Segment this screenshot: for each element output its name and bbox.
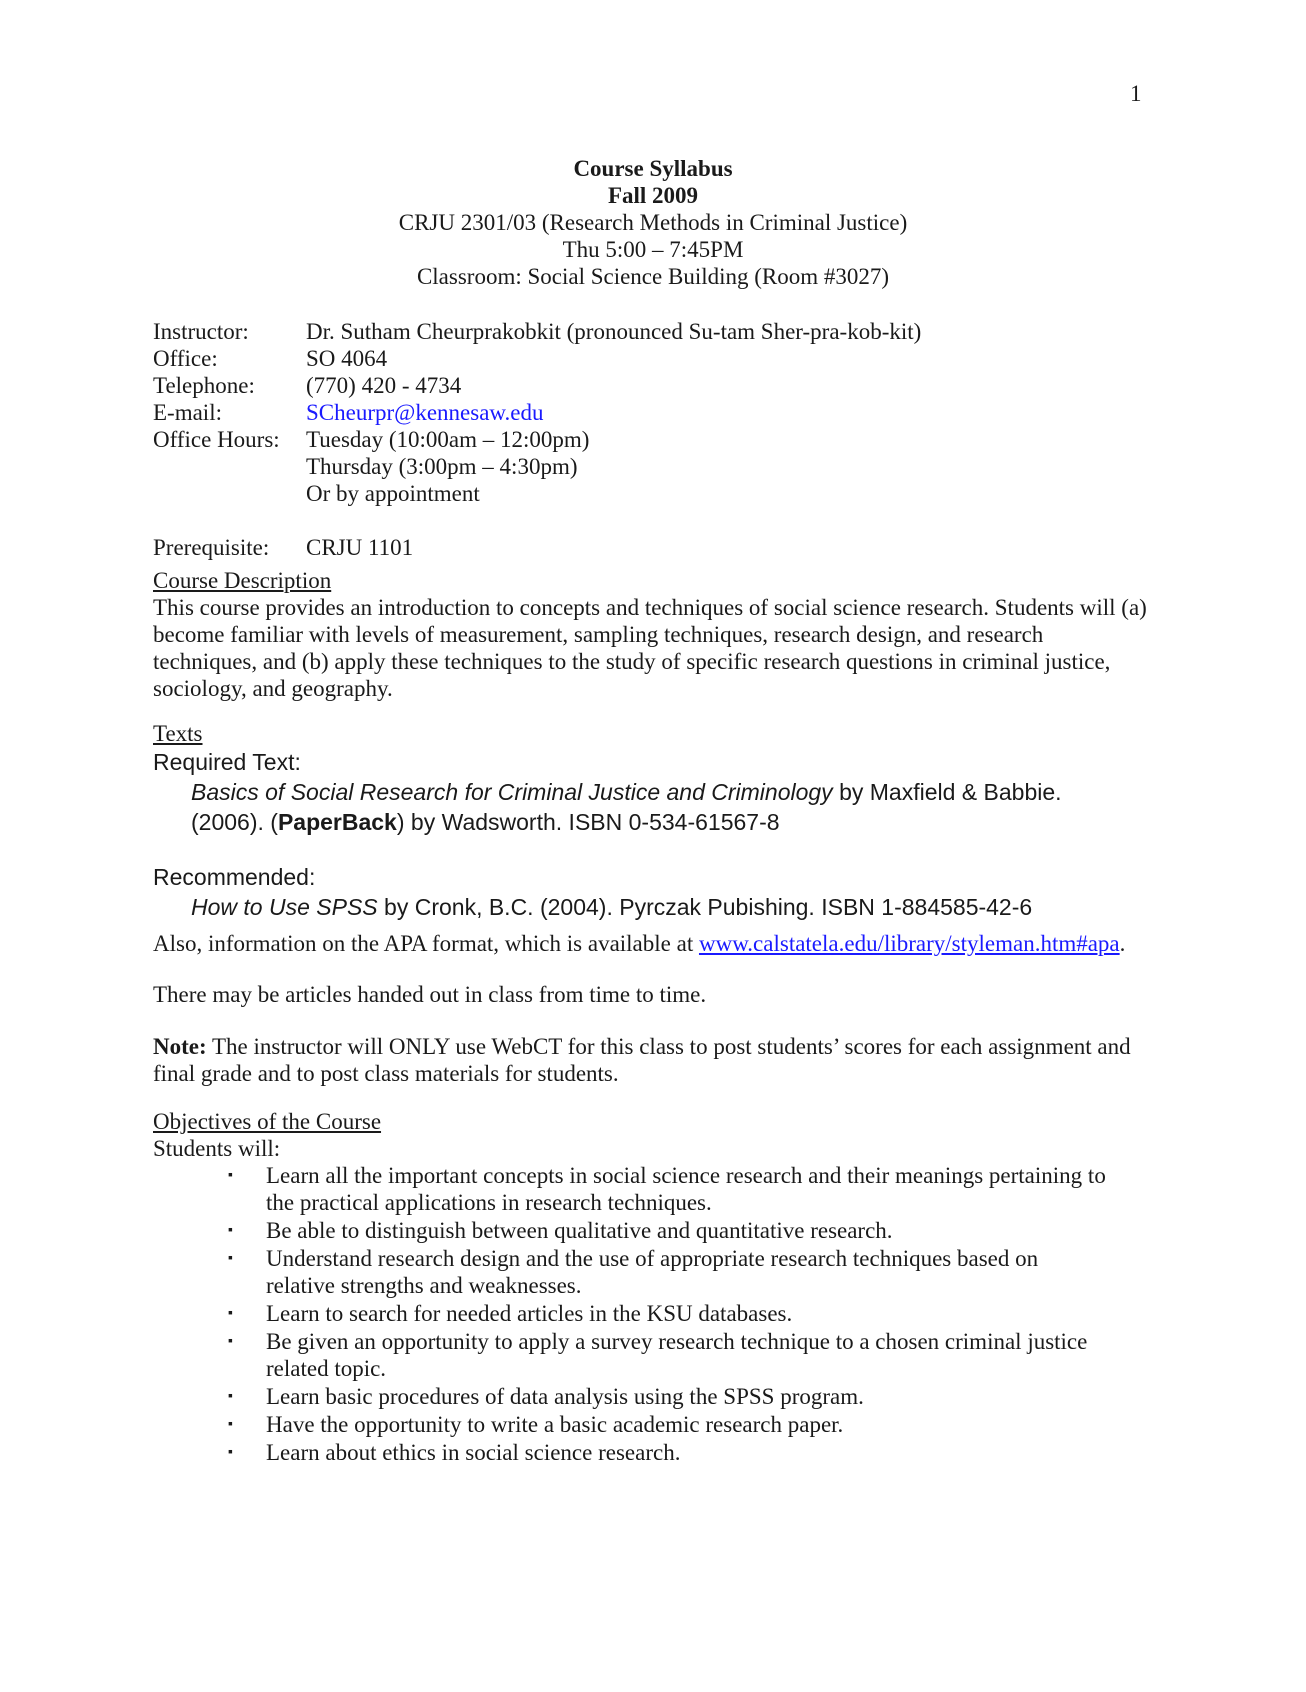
telephone-row xyxy=(153,372,921,399)
course-name: CRJU 2301/03 (Research Methods in Criminal Justice) xyxy=(398,210,908,235)
office-row xyxy=(153,345,921,372)
email-row xyxy=(153,399,921,426)
course-description xyxy=(153,567,1153,702)
required-text-entry xyxy=(153,777,1153,807)
office-value: SO 4064 xyxy=(306,346,388,371)
bullet-icon: ▪ xyxy=(228,1168,233,1183)
list-item: ▪ Learn to search for needed articles in the KSU databases. xyxy=(228,1301,793,1326)
instructor-label: Instructor: xyxy=(153,319,249,344)
texts-heading: Texts xyxy=(153,721,203,746)
class-time: Thu 5:00 – 7:45PM xyxy=(562,237,744,262)
office-label: Office: xyxy=(153,346,218,371)
required-book-title: Basics of Social Research for Criminal Justice and Criminology xyxy=(191,779,833,805)
list-item: ▪ Be able to distinguish between qualitative and quantitative research. xyxy=(228,1218,893,1243)
recommended-text-entry xyxy=(153,892,1153,922)
webct-note xyxy=(153,1033,1153,1087)
document-title: Course Syllabus xyxy=(573,156,733,181)
bullet-icon: ▪ xyxy=(228,1306,233,1321)
bullet-icon: ▪ xyxy=(228,1251,233,1266)
texts-section xyxy=(153,720,1153,922)
prerequisite-row xyxy=(153,534,921,561)
note-label: Note: xyxy=(153,1034,207,1059)
bullet-icon: ▪ xyxy=(228,1389,233,1404)
apa-info: Also, information on the APA format, which is available at www.calstatela.edu/library/styleman.htm#apa. xyxy=(153,931,1126,956)
bullet-icon: ▪ xyxy=(228,1334,233,1349)
prerequisite-value: CRJU 1101 xyxy=(306,535,414,560)
paperback-label: PaperBack xyxy=(277,809,397,835)
description-heading: Course Description xyxy=(153,568,332,593)
list-item: ▪ Learn basic procedures of data analysis using the SPSS program. xyxy=(228,1384,864,1409)
recommended-book-details: by Cronk, B.C. (2004). Pyrczak Pubishing. ISBN 1-884585-42-6 xyxy=(377,894,1033,920)
objectives-heading: Objectives of the Course xyxy=(153,1109,382,1134)
bullet-icon: ▪ xyxy=(228,1417,233,1432)
instructor-info xyxy=(153,318,921,561)
required-book-authors: by Maxfield & Babbie. xyxy=(832,779,1062,805)
list-item: ▪ Learn all the important concepts in social science research and their meanings pertaining to the practical applications in research techniques. xyxy=(228,1163,1106,1215)
office-hours-label: Office Hours: xyxy=(153,427,280,452)
page-number: 1 xyxy=(1130,81,1142,106)
syllabus-header xyxy=(0,155,1306,290)
apa-link[interactable]: www.calstatela.edu/library/styleman.htm#apa xyxy=(698,931,1120,956)
term: Fall 2009 xyxy=(607,183,699,208)
objectives-list xyxy=(228,1162,1108,1466)
list-item: ▪ Have the opportunity to write a basic academic research paper. xyxy=(228,1412,844,1437)
required-text-details: (2006). (PaperBack) by Wadsworth. ISBN 0-534-61567-8 xyxy=(191,809,780,835)
recommended-book-title: How to Use SPSS xyxy=(191,894,378,920)
prerequisite-label: Prerequisite: xyxy=(153,535,270,560)
office-hours-thursday: Thursday (3:00pm – 4:30pm) xyxy=(306,454,578,479)
telephone-value: (770) 420 - 4734 xyxy=(306,373,462,398)
recommended-label: Recommended: xyxy=(153,864,316,890)
classroom: Classroom: Social Science Building (Room #3027) xyxy=(416,264,890,289)
articles-note: There may be articles handed out in class from time to time. xyxy=(153,982,707,1007)
list-item: ▪ Understand research design and the use of appropriate research techniques based on relative strengths and weaknesses. xyxy=(228,1246,1039,1298)
list-item: ▪ Learn about ethics in social science research. xyxy=(228,1440,681,1465)
office-hours-row-3 xyxy=(153,480,921,507)
office-hours-row xyxy=(153,426,921,453)
office-hours-appointment: Or by appointment xyxy=(306,481,480,506)
office-hours-tuesday: Tuesday (10:00am – 12:00pm) xyxy=(306,427,590,452)
objectives-intro: Students will: xyxy=(153,1136,281,1161)
instructor-value: Dr. Sutham Cheurprakobkit (pronounced Su-tam Sher-pra-kob-kit) xyxy=(306,319,922,344)
office-hours-row-2 xyxy=(153,453,921,480)
email-link[interactable]: SCheurpr@kennesaw.edu xyxy=(306,400,544,425)
bullet-icon: ▪ xyxy=(228,1445,233,1460)
telephone-label: Telephone: xyxy=(153,373,255,398)
email-label: E-mail: xyxy=(153,400,222,425)
required-text-label: Required Text: xyxy=(153,749,301,775)
instructor-row xyxy=(153,318,921,345)
list-item: ▪ Be given an opportunity to apply a survey research technique to a chosen criminal justice related topic. xyxy=(228,1329,1088,1381)
note-text: The instructor will ONLY use WebCT for this class to post students’ scores for each assignment and final grade and to post class materials for students. xyxy=(153,1034,1131,1086)
description-text: This course provides an introduction to concepts and techniques of social science research. Students will (a) become familiar with levels of measurement, sampling techniques, research design, and research techniques, and (b) apply these techniques to the study of specific research questions in criminal justice, sociology, and geography. xyxy=(153,595,1147,701)
objectives-section xyxy=(153,1108,1153,1467)
bullet-icon: ▪ xyxy=(228,1223,233,1238)
